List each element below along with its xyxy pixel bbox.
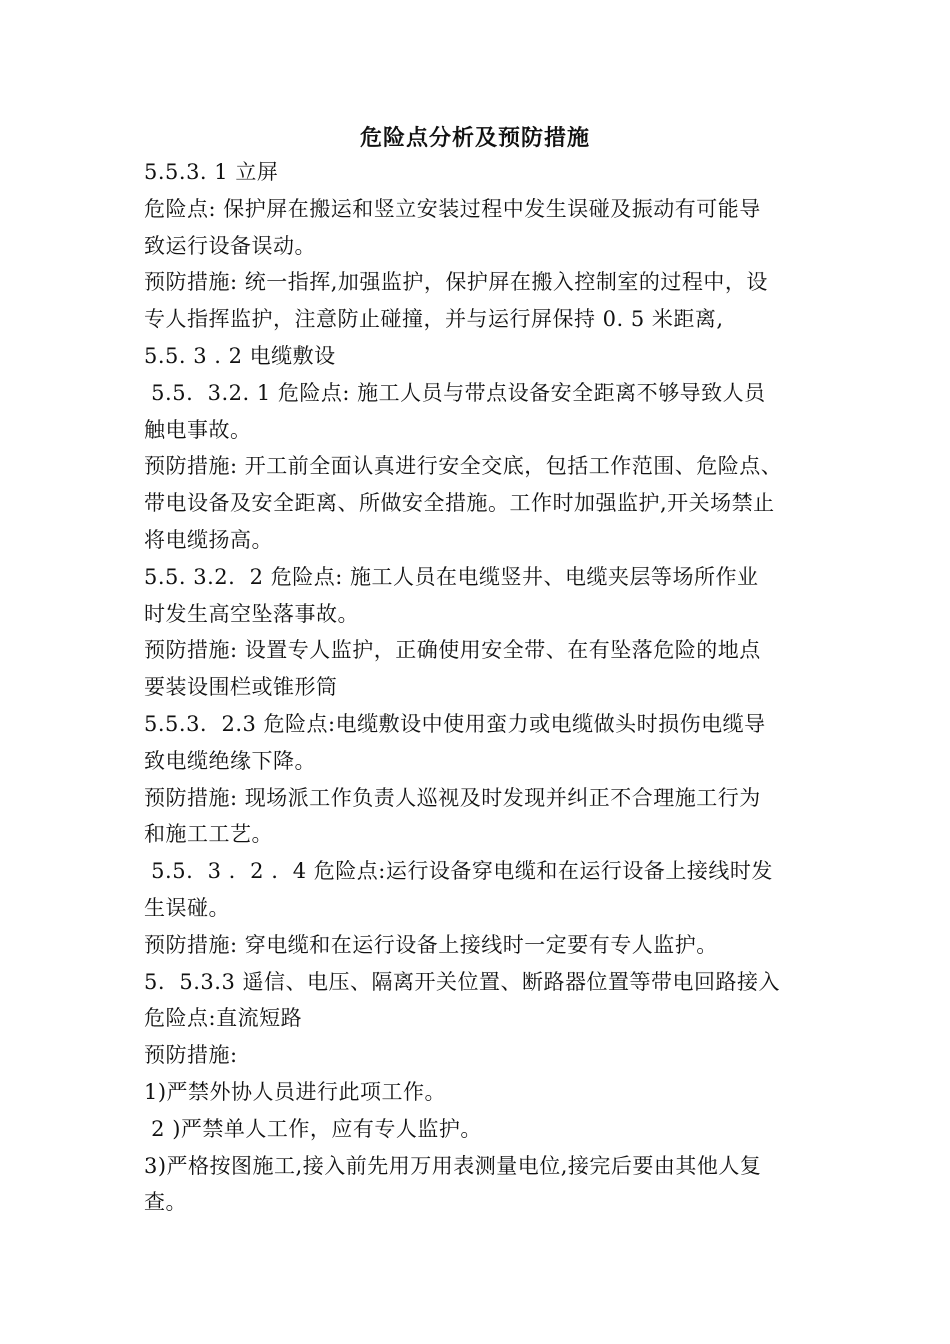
text-line: 致电缆绝缘下降。 [144, 748, 316, 773]
text-line: 触电事故。 [144, 417, 252, 442]
text-line: 生误碰。 [144, 895, 230, 920]
document-body [144, 154, 814, 1221]
text-line: 预防措施: 穿电缆和在运行设备上接线时一定要有专人监护。 [144, 932, 718, 957]
text-line: 查。 [144, 1190, 187, 1215]
text-line: 要装设围栏或锥形筒 [144, 675, 338, 700]
text-line: 致运行设备误动。 [144, 233, 316, 258]
text-line: 预防措施: 统一指挥,加强监护，保护屏在搬入控制室的过程中，设 [144, 270, 768, 295]
text-line: 5.5. 3.2. 1 危险点: 施工人员与带点设备安全距离不够导致人员 [144, 380, 766, 405]
text-line: 5.5. 3 . 2 电缆敷设 [144, 343, 336, 368]
text-line: 和施工工艺。 [144, 822, 273, 847]
text-line: 预防措施: 现场派工作负责人巡视及时发现并纠正不合理施工行为 [144, 785, 761, 810]
text-line: 危险点: 保护屏在搬运和竖立安装过程中发生误碰及振动有可能导 [144, 196, 761, 221]
text-line: 5.5.3. 1 立屏 [144, 160, 279, 184]
text-line: 5.5. 3.2. 2 危险点: 施工人员在电缆竖井、电缆夹层等场所作业 [144, 564, 759, 589]
text-line: 预防措施: 开工前全面认真进行安全交底，包括工作范围、危险点、 [144, 454, 783, 479]
text-line: 1)严禁外协人员进行此项工作。 [144, 1079, 447, 1104]
text-line: 5.5. 3 . 2 . 4 危险点:运行设备穿电缆和在运行设备上接线时发 [144, 859, 773, 884]
text-line: 专人指挥监护，注意防止碰撞，并与运行屏保持 0. 5 米距离, [144, 307, 724, 332]
text-line: 2 )严禁单人工作，应有专人监护。 [144, 1116, 482, 1141]
document-title: 危险点分析及预防措施 [359, 125, 590, 151]
text-line: 将电缆扬高。 [144, 527, 273, 552]
text-line: 3)严格按图施工,接入前先用万用表测量电位,接完后要由其他人复 [144, 1153, 762, 1178]
text-line: 时发生高空坠落事故。 [144, 601, 359, 626]
text-line: 5. 5.3.3 遥信、电压、隔离开关位置、断路器位置等带电回路接入 [144, 969, 780, 994]
text-line: 带电设备及安全距离、所做安全措施。工作时加强监护,开关场禁止 [144, 491, 775, 516]
text-line: 预防措施: [144, 1043, 238, 1068]
text-line: 预防措施: 设置专人监护，正确使用安全带、在有坠落危险的地点 [144, 638, 761, 663]
text-line: 危险点:直流短路 [144, 1006, 303, 1031]
text-line: 5.5.3. 2.3 危险点:电缆敷设中使用蛮力或电缆做头时损伤电缆导 [144, 711, 766, 736]
